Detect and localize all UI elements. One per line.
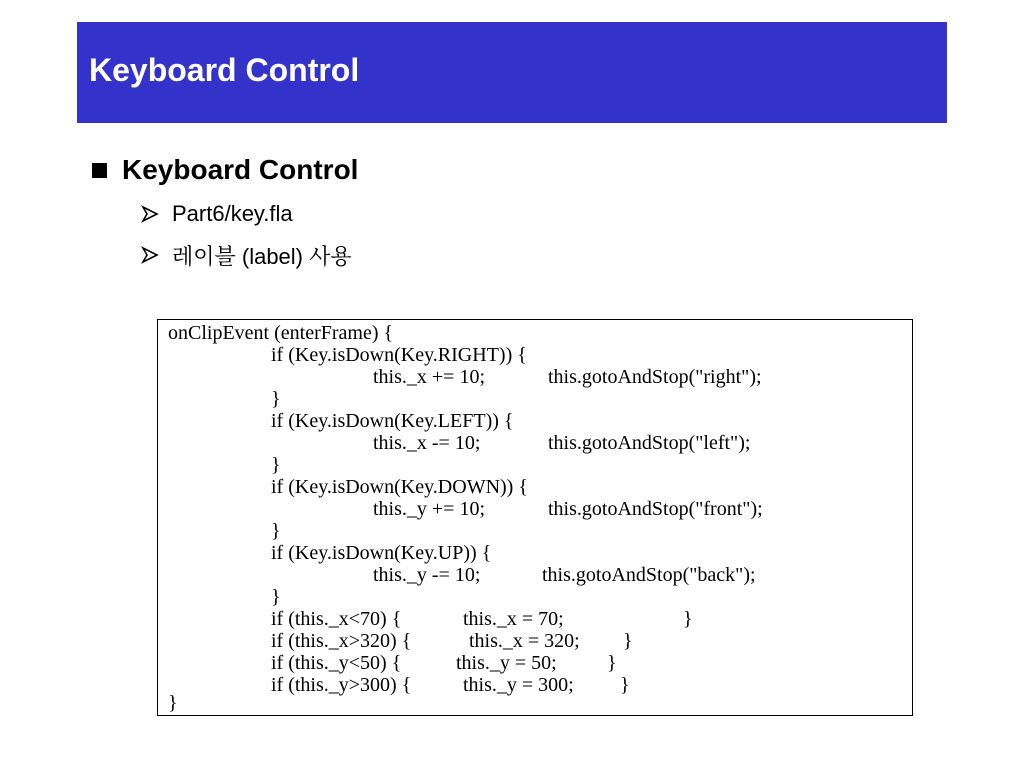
code-line: if (Key.isDown(Key.UP)) { xyxy=(271,542,492,564)
code-segment: if (this._y<50) { xyxy=(271,652,402,674)
code-line: } xyxy=(271,520,281,542)
sub-bullet-label xyxy=(141,239,352,271)
code-line: if (Key.isDown(Key.DOWN)) { xyxy=(271,476,528,498)
code-line: } xyxy=(271,586,281,608)
code-segment: this._x -= 10; xyxy=(373,432,481,454)
code-segment: this._y = 300; xyxy=(463,674,574,696)
square-bullet-icon xyxy=(92,163,107,178)
code-line: } xyxy=(271,454,281,476)
code-block xyxy=(157,319,913,716)
main-bullet-text: Keyboard Control xyxy=(122,154,359,185)
code-segment: this.gotoAndStop("back"); xyxy=(542,564,756,586)
arrow-bullet-icon xyxy=(141,205,159,223)
code-line: if (Key.isDown(Key.RIGHT)) { xyxy=(271,344,527,366)
code-segment: this._y = 50; xyxy=(456,652,557,674)
arrow-bullet-icon xyxy=(141,246,159,264)
sub-bullet-file-text: Part6/key.fla xyxy=(172,201,293,226)
code-segment: } xyxy=(620,674,630,696)
code-line xyxy=(158,674,908,768)
code-segment: } xyxy=(683,608,693,630)
code-segment: if (this._x<70) { xyxy=(271,608,402,630)
main-bullet xyxy=(92,150,358,190)
code-segment: this._x += 10; xyxy=(373,366,486,388)
code-segment: this._x = 70; xyxy=(463,608,564,630)
code-segment: if (this._y>300) { xyxy=(271,674,412,696)
code-line: if (Key.isDown(Key.LEFT)) { xyxy=(271,410,514,432)
code-segment: } xyxy=(623,630,633,652)
code-segment: this._y += 10; xyxy=(373,498,486,520)
code-segment: if (this._x>320) { xyxy=(271,630,412,652)
code-segment: this.gotoAndStop("left"); xyxy=(548,432,751,454)
title-bar xyxy=(77,22,947,123)
code-segment: this.gotoAndStop("front"); xyxy=(548,498,763,520)
slide-title: Keyboard Control xyxy=(89,52,360,88)
sub-bullet-label-text: 레이블 (label) 사용 xyxy=(172,243,352,269)
code-line: } xyxy=(271,388,281,410)
code-segment: this._x = 320; xyxy=(469,630,580,652)
code-line: } xyxy=(168,692,178,714)
code-segment: this.gotoAndStop("right"); xyxy=(548,366,762,388)
code-line: onClipEvent (enterFrame) { xyxy=(168,322,394,344)
code-segment: this._y -= 10; xyxy=(373,564,481,586)
sub-bullet-file xyxy=(141,198,293,230)
code-segment: } xyxy=(607,652,617,674)
